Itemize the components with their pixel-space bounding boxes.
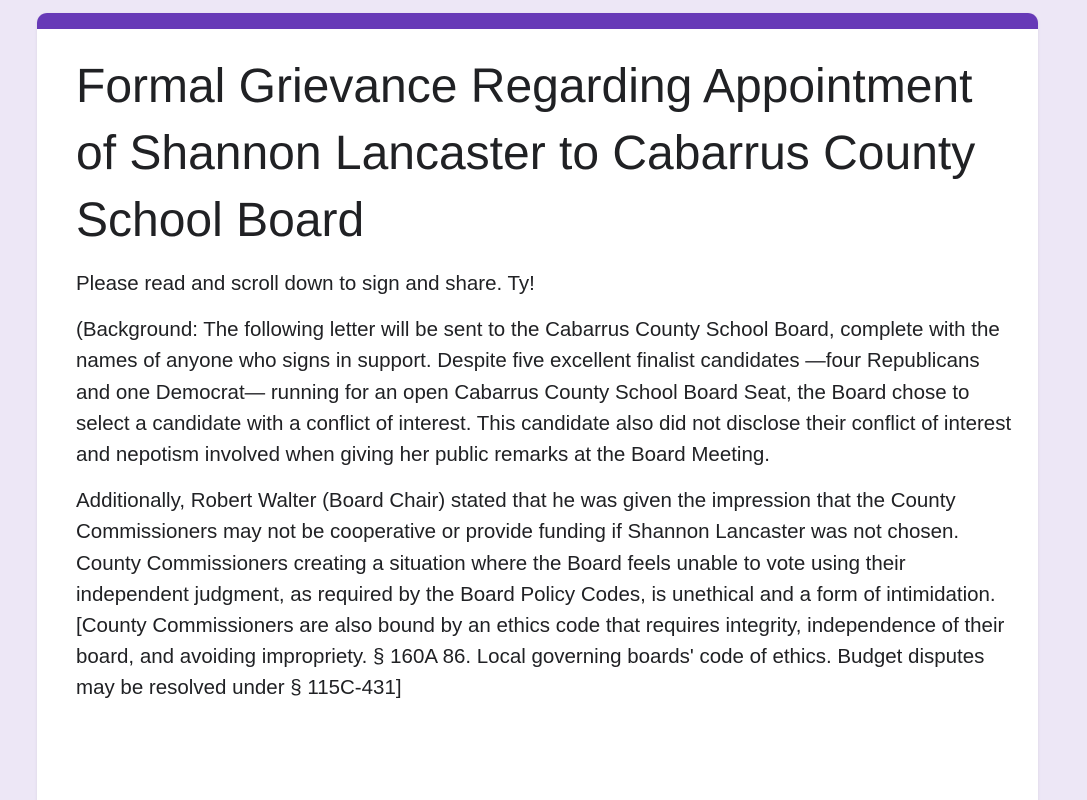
form-header-card xyxy=(37,13,1038,800)
form-accent-bar xyxy=(37,13,1038,29)
form-description xyxy=(76,268,1016,704)
description-paragraph-background: (Background: The following letter will be sent to the Cabarrus County School Board, complete with the names of anyone who signs in support. Despite five excellent finalist candidates —four Republicans and one Democrat— running for an open Cabarrus County School Board Seat, the Board chose to select a candidate with a conflict of interest. This candidate also did not disclose their conflict of interest and nepotism involved when giving her public remarks at the Board Meeting. xyxy=(76,318,1012,467)
form-title: Formal Grievance Regarding Appointment of Shannon Lancaster to Cabarrus County School Board xyxy=(76,60,976,247)
description-paragraph-intro: Please read and scroll down to sign and share. Ty! xyxy=(76,272,535,295)
description-paragraph-additional: Additionally, Robert Walter (Board Chair) stated that he was given the impression that the County Commissioners may not be cooperative or provide funding if Shannon Lancaster was not chosen. County Commissioners creating a situation where the Board feels unable to vote using their independent judgment, as required by the Board Policy Codes, is unethical and a form of intimidation. [County Commissioners are also bound by an ethics code that requires integrity, independence of their board, and avoiding impropriety. § 160A 86. Local governing boards' code of ethics. Budget disputes may be resolved under § 115C-431] xyxy=(76,489,1005,700)
form-header-body xyxy=(76,53,1016,719)
